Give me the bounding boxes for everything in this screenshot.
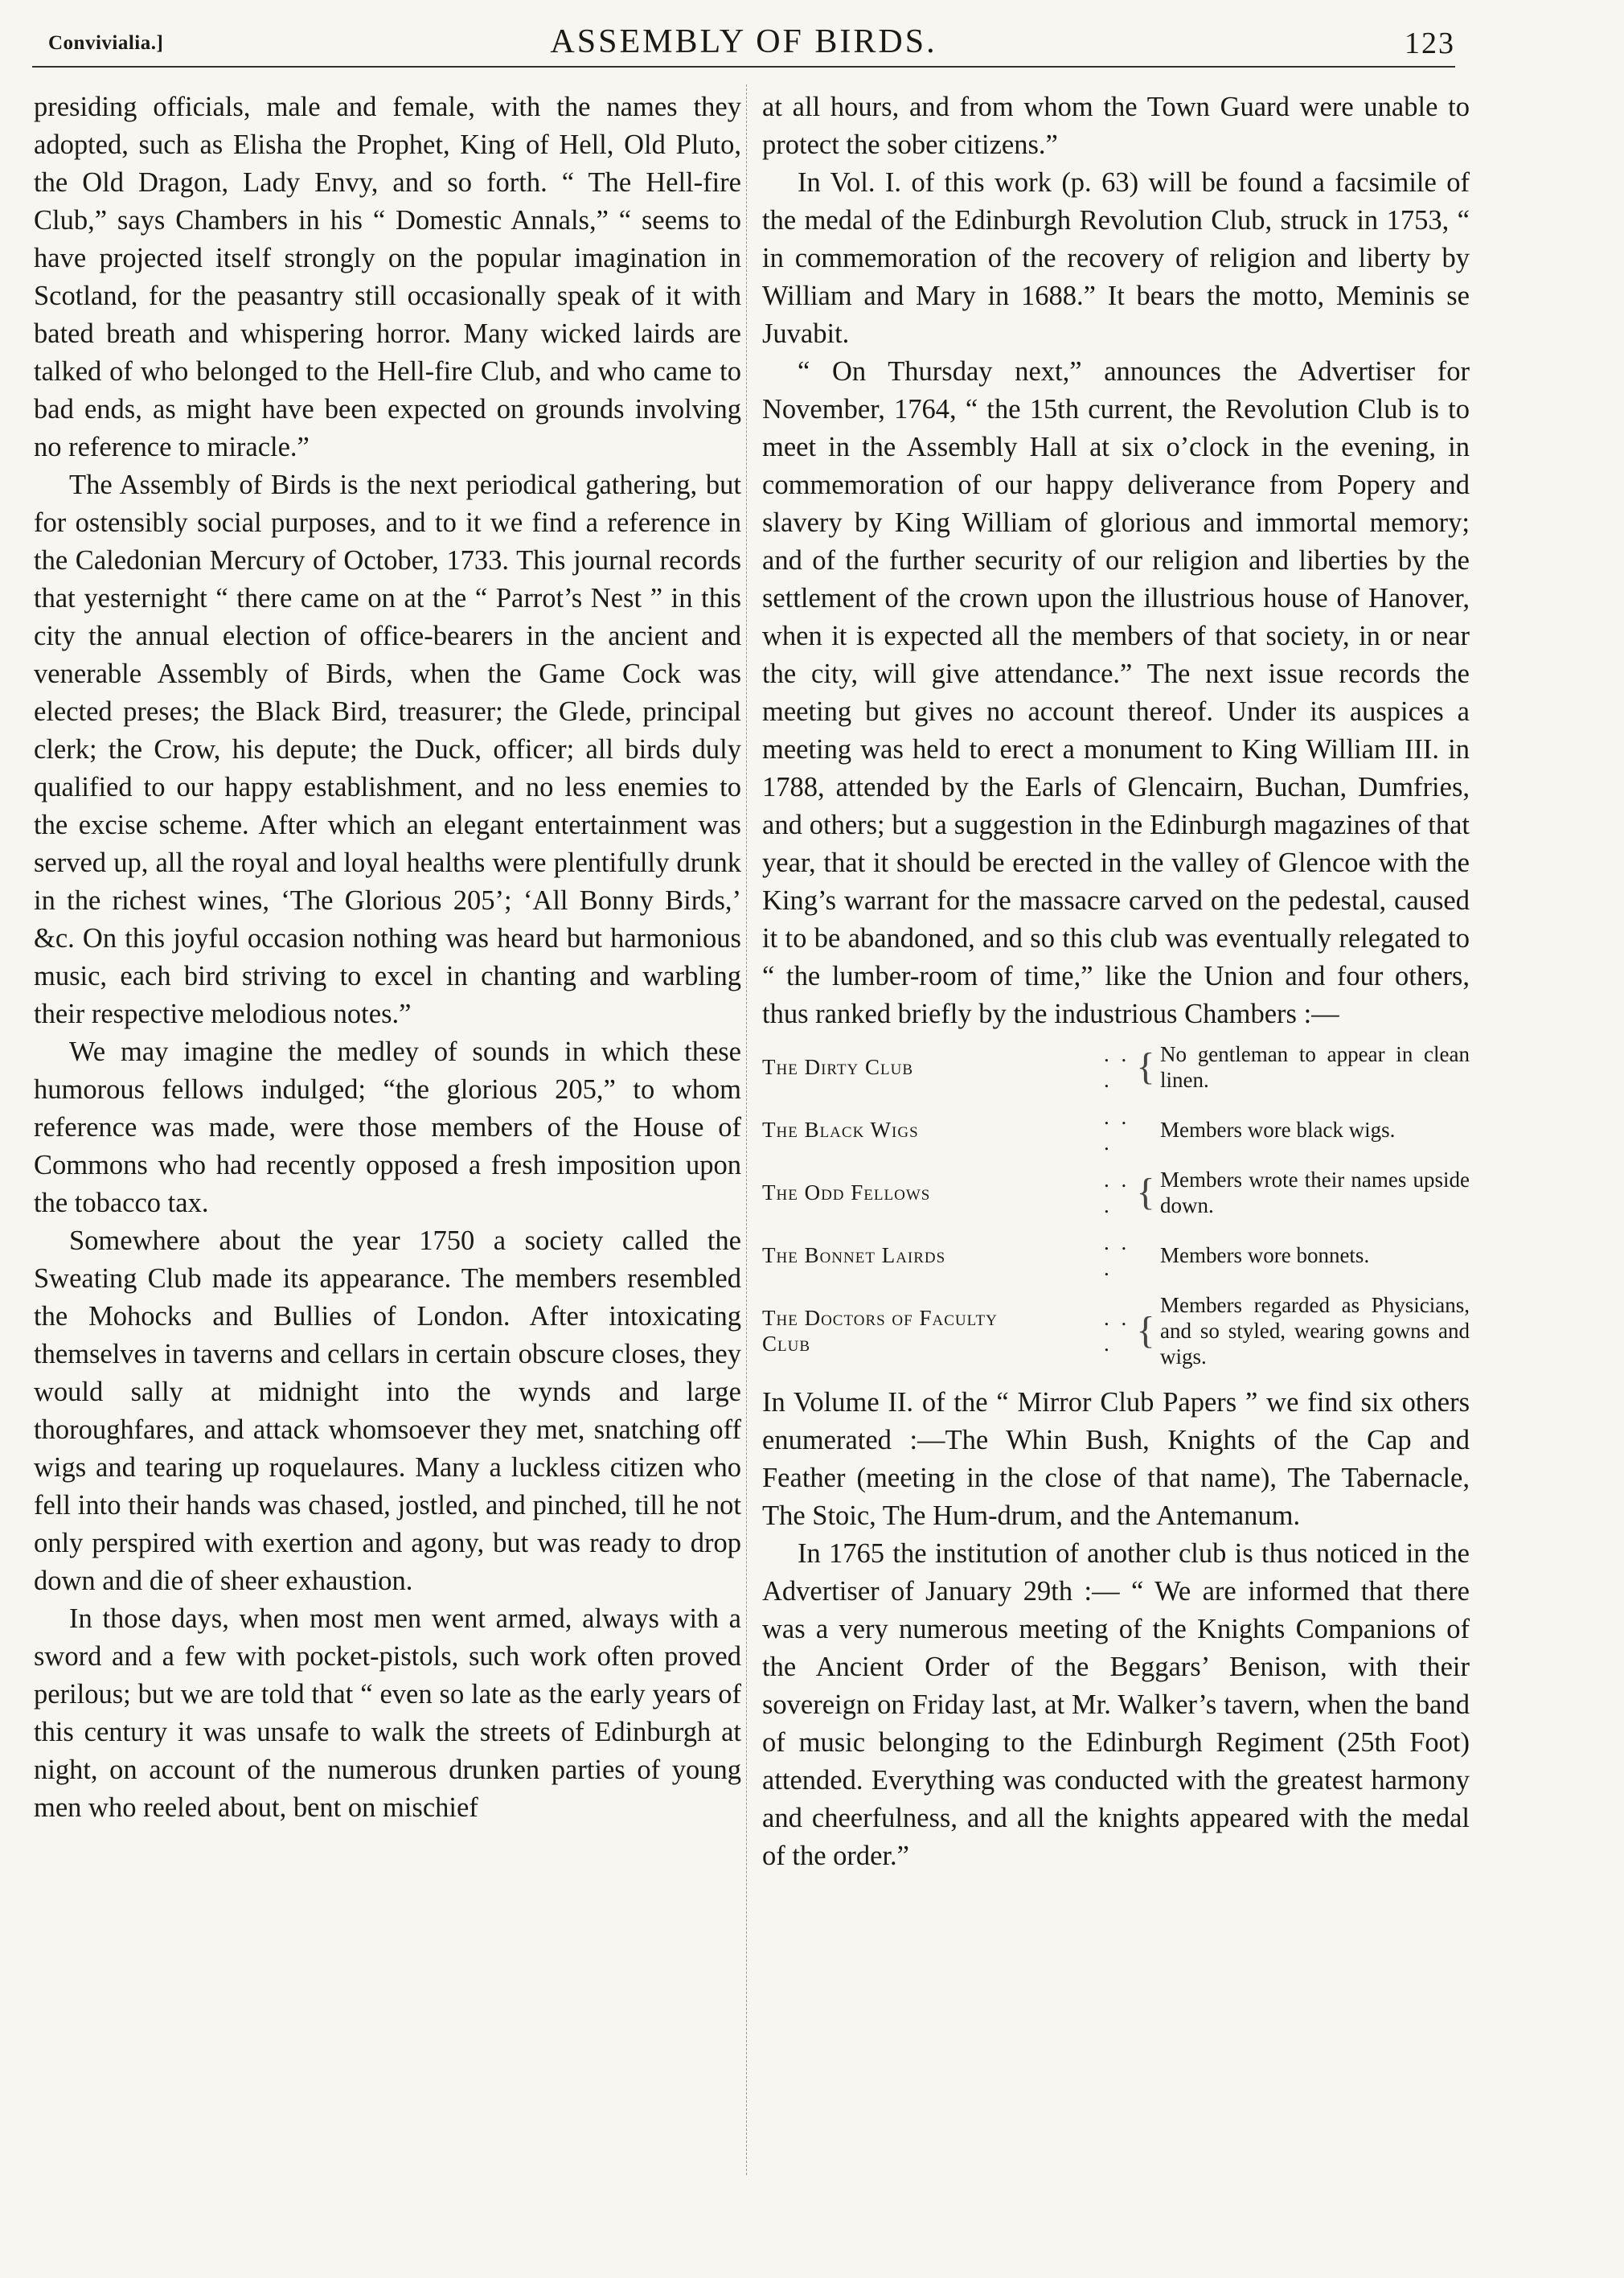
club-name: The Bonnet Lairds (762, 1243, 946, 1267)
club-row (762, 1292, 1470, 1369)
leader-dots: . . . (1104, 1230, 1130, 1280)
left-column (34, 88, 741, 1827)
paragraph: In 1765 the institution of another club is thus noticed in the Advertiser of January 29th :— “ We are informed that there was a very numerous meeting of the Knights Companions of the Ancient Order of the Beggars’ Benison, with their sovereign on Friday last, at Mr. Walker’s tavern, when the band of music belonging to the Edinburgh Regiment (25th Foot) attended. Everything was conducted with the greatest harmony and cheerfulness, and all the knights appeared with the medal of the order.” (762, 1538, 1470, 1871)
club-description: Members wore black wigs. (1160, 1118, 1396, 1142)
club-name: The Black Wigs (762, 1118, 919, 1142)
club-description: Members wrote their names upside down. (1160, 1168, 1470, 1217)
paragraph: Somewhere about the year 1750 a society called the Sweating Club made its appearance. The members resembled the Mohocks and Bullies of London. After intoxicating themselves in taverns and cellars in certain obscure closes, they would sally at midnight into the wynds and large thoroughfares, and attack whomsoever they met, snatching off wigs and tearing up roquelaures. Many a luckless citizen who fell into their hands was chased, jostled, and pinched, till he not only perspired with exertion and agony, but was ready to drop down and die of sheer exhaustion. (34, 1225, 741, 1596)
club-row (762, 1229, 1470, 1281)
leader-dots: . . . (1104, 1306, 1130, 1356)
club-description: Members regarded as Physicians, and so styled, wearing gowns and wigs. (1160, 1293, 1470, 1369)
club-description: Members wore bonnets. (1160, 1243, 1370, 1267)
paragraph: We may imagine the medley of sounds in which these humorous fellows indulged; “the glorious 205,” to whom reference was made, were those members of the House of Commons who had recently opposed a fresh imposition upon the tobacco tax. (34, 1036, 741, 1218)
paragraph: The Assembly of Birds is the next periodical gathering, but for ostensibly social purposes, and to it we find a reference in the Caledonian Mercury of October, 1733. This journal records that yesternight “ there came on at the “ Parrot’s Nest ” in this city the annual election of office-bearers in the ancient and venerable Assembly of Birds, when the Game Cock was elected preses; the Black Bird, treasurer; the Glede, principal clerk; the Crow, his depute; the Duck, officer; all birds duly qualified to our happy establishment, and no less enemies to the excise scheme. After which an elegant entertainment was served up, all the royal and loyal healths were plentifully drunk in the richest wines, ‘The Glorious 205’; ‘All Bonny Birds,’ &c. On this joyful occasion nothing was heard but harmonious music, each bird striving to excel in chanting and warbling their respective melodious notes.” (34, 470, 741, 1029)
club-row (762, 1041, 1470, 1093)
page-number: 123 (1405, 27, 1455, 60)
leader-dots: . . . (1104, 1168, 1130, 1217)
page-header (32, 18, 1455, 68)
running-section-title: Convivialia.] (48, 32, 164, 54)
club-name: The Dirty Club (762, 1055, 914, 1079)
brace-icon: { (1136, 1171, 1155, 1213)
brace-icon: { (1136, 1309, 1155, 1352)
paragraph: “ On Thursday next,” announces the Advertiser for November, 1764, “ the 15th current, the Revolution Club is to meet in the Assembly Hall at six o’clock in the evening, in commemoration of our happy deliverance from Popery and slavery by King William of glorious and immortal memory; and of the further security of our religion and liberties by the settlement of the crown upon the illustrious house of Hanover, when it is expected all the members of that society, in or near the city, will give attendance.” The next issue records the meeting but gives no account thereof. Under its auspices a meeting was held to erect a monument to King William III. in 1788, attended by the Earls of Glencairn, Buchan, Dumfries, and others; but a suggestion in the Edinburgh magazines of that year, that it should be erected in the valley of Glencoe with the King’s warrant for the massacre carved on the pedestal, caused it to be abandoned, and so this club was eventually relegated to “ the lumber-room of time,” like the Union and four others, thus ranked briefly by the industrious Chambers :— (762, 356, 1470, 1029)
club-name: The Doctors of Faculty Club (762, 1306, 998, 1356)
leader-dots: . . . (1104, 1105, 1130, 1155)
leader-dots: . . . (1104, 1042, 1130, 1092)
running-title: ASSEMBLY OF BIRDS. (550, 23, 937, 60)
paragraph: at all hours, and from whom the Town Guard were unable to protect the sober citizens.” (762, 92, 1470, 160)
right-column (762, 88, 1470, 1875)
club-description: No gentleman to appear in clean linen. (1160, 1042, 1470, 1092)
column-divider (746, 84, 747, 2175)
club-name: The Odd Fellows (762, 1180, 931, 1205)
club-row (762, 1167, 1470, 1218)
paragraph: In those days, when most men went armed, always with a sword and a few with pocket-pistols, such work often proved perilous; but we are told that “ even so late as the early years of this century it was unsafe to walk the streets of Edinburgh at night, on account of the numerous drunken parties of young men who reeled about, bent on mischief (34, 1603, 741, 1823)
club-list (762, 1041, 1470, 1369)
paragraph: presiding officials, male and female, with the names they adopted, such as Elisha the Prophet, King of Hell, Old Pluto, the Old Dragon, Lady Envy, and so forth. “ The Hell-fire Club,” says Chambers in his “ Domestic Annals,” “ seems to have projected itself strongly on the popular imagination in Scotland, for the peasantry still occasionally speak of it with bated breath and whispering horror. Many wicked lairds are talked of who belonged to the Hell-fire Club, and who came to bad ends, as might have been expected on grounds involving no reference to miracle.” (34, 92, 741, 462)
club-row (762, 1104, 1470, 1155)
paragraph: In Vol. I. of this work (p. 63) will be found a facsimile of the medal of the Edinburgh Revolution Club, struck in 1753, “ in commemoration of the recovery of religion and liberty by William and Mary in 1688.” It bears the motto, Meminis se Juvabit. (762, 167, 1470, 349)
paragraph: In Volume II. of the “ Mirror Club Papers ” we find six others enumerated :—The Whin Bush, Knights of the Cap and Feather (meeting in the close of that name), The Tabernacle, The Stoic, The Hum-drum, and the Antemanum. (762, 1387, 1470, 1531)
brace-icon: { (1136, 1045, 1155, 1088)
